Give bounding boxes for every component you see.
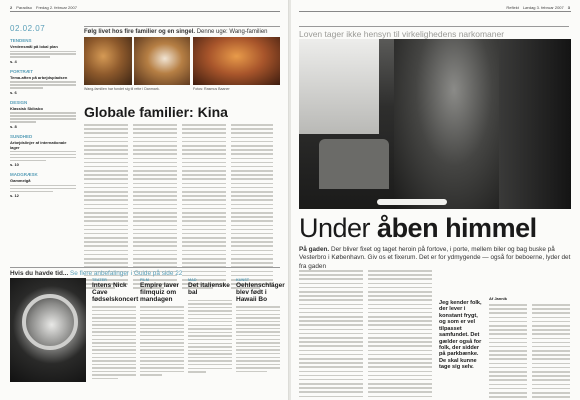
photo-caption: Wang-familien har fundet sig til rette i Danmark. xyxy=(84,87,160,91)
sidebar-link[interactable]: s. 8 xyxy=(10,123,17,129)
tips-label: Hvis du havde tid... xyxy=(10,270,69,277)
tip-title: Empire laver filmquiz om mandagen xyxy=(140,282,180,303)
text-column xyxy=(84,124,128,289)
sidebar-link[interactable]: s. 10 xyxy=(10,162,19,168)
sidebar-text xyxy=(10,151,76,161)
contents-sidebar xyxy=(10,24,76,198)
tip-category: FILM xyxy=(140,278,149,282)
sidebar-category: MADGRÆSK xyxy=(10,172,38,178)
folio-section: Paradiso xyxy=(16,4,33,10)
sidebar-category: TENDENS xyxy=(10,38,32,43)
sidebar-section xyxy=(10,134,76,168)
tip-title: Oehlenschläger blev født i Hawaii Bo xyxy=(236,282,285,303)
deck-lead: På gaden. xyxy=(299,246,330,253)
text-column xyxy=(182,124,226,289)
sidebar-category: SUNDHED xyxy=(10,133,33,139)
headline-bold: åben himmel xyxy=(377,213,537,243)
window-light xyxy=(299,39,379,134)
ring-shape xyxy=(22,294,78,350)
sidebar-section xyxy=(10,172,76,198)
sidebar-link[interactable]: s. 4 xyxy=(10,58,17,64)
family-photo xyxy=(134,37,190,85)
feature-headline xyxy=(299,213,571,244)
tip-card[interactable] xyxy=(188,278,232,373)
tip-category: MAD xyxy=(188,278,197,282)
sidebar-title: Verdensmål på lokal plan xyxy=(10,44,58,49)
left-folio xyxy=(10,3,77,11)
tip-card[interactable] xyxy=(140,278,184,376)
text-column xyxy=(231,124,273,289)
pull-quote: Jeg kender folk, der lever i konstant frygt, og som er vel tilpasset samfundet. Det gælder også for folk, der sidder på parkbænke. De skal kunne tage sig selv. xyxy=(439,300,482,371)
sidebar-date: 02.02.07 xyxy=(10,24,46,33)
sidebar-title: Klassisk Skibsbo xyxy=(10,105,43,111)
sidebar-section xyxy=(10,69,76,95)
text-column xyxy=(299,270,363,400)
strap-rest: Denne uge: Wang-familien xyxy=(195,29,268,35)
sidebar-section xyxy=(10,38,76,64)
feature-body xyxy=(299,270,432,400)
tip-card[interactable] xyxy=(92,278,139,379)
light-flare xyxy=(377,199,447,205)
tip-card[interactable] xyxy=(236,278,285,372)
tip-photo xyxy=(10,278,86,382)
sidebar-link[interactable]: s. 6 xyxy=(10,89,17,95)
deck-text: Der bliver fixet og taget heroin på fortove, i porte, mellem biler og bag buske på Vesterbro i København. Giv os et fixerum. Det er for ydmygende — også for beboerne, lyder det fra gaden xyxy=(299,246,571,270)
article-headline: Globale familier: Kina xyxy=(84,104,228,120)
feature-strap: Loven tager ikke hensyn til virkelighedens narkomaner xyxy=(299,26,569,39)
sidebar-section xyxy=(10,100,76,129)
tip-body xyxy=(188,300,232,373)
right-page xyxy=(291,0,580,400)
sidebar-title: Arbejdslinjer af internationale lager xyxy=(10,139,67,150)
page-number: 2 xyxy=(10,4,13,10)
tip-category: KUNST xyxy=(236,278,250,282)
folio-section: Reflekt xyxy=(506,4,519,10)
tips-more-link[interactable]: Se flere anbefalinger i Guide på side 22 xyxy=(70,270,183,277)
article-body xyxy=(84,124,273,289)
right-folio xyxy=(506,3,570,11)
folio-rule xyxy=(10,11,280,12)
sidebar-title: Tema-aften på arbejdspladsen xyxy=(10,74,68,80)
tip-title: Intens Nick Cave fødselskoncert xyxy=(92,282,139,303)
sidebar-title: Gammelgå xyxy=(10,178,31,184)
sidebar-text xyxy=(10,185,76,192)
feature-photo xyxy=(299,39,571,209)
tip-body xyxy=(92,306,136,379)
tip-body xyxy=(140,306,184,375)
family-photo xyxy=(193,37,280,85)
feature-body-right xyxy=(489,304,570,400)
person-figure xyxy=(499,39,571,209)
text-column xyxy=(489,304,527,400)
chair-shape xyxy=(319,139,389,189)
sidebar-text xyxy=(10,112,76,122)
folio-date: Fredag 2. februar 2007 xyxy=(36,4,77,10)
sidebar-link[interactable]: s. 12 xyxy=(10,193,19,199)
tips-strap xyxy=(10,267,280,277)
tip-category: TEATER xyxy=(92,278,107,282)
sidebar-text xyxy=(10,81,76,88)
folio-date: Lørdag 3. februar 2007 xyxy=(522,4,564,10)
text-column xyxy=(368,270,432,400)
sidebar-category: PORTRÆT xyxy=(10,68,33,74)
feature-deck xyxy=(299,246,571,271)
byline: Af Jannik xyxy=(489,296,508,301)
series-strap xyxy=(84,26,280,35)
text-column xyxy=(133,124,177,289)
tip-body xyxy=(236,306,280,372)
person-figure xyxy=(394,39,514,209)
family-photo xyxy=(84,37,132,85)
sidebar-category: DESIGN xyxy=(10,99,28,105)
photo-caption: Fotos: Rasmus Baaner xyxy=(193,87,230,91)
folio-rule xyxy=(299,11,571,12)
page-number: 3 xyxy=(567,4,570,10)
headline-light: Under xyxy=(299,213,378,243)
text-column xyxy=(532,304,570,400)
left-page xyxy=(0,0,289,400)
strap-bold: Følg livet hos fire familier og en singel. xyxy=(84,29,196,35)
tip-title: Det italienske bal xyxy=(188,282,230,296)
sidebar-text xyxy=(10,51,76,58)
